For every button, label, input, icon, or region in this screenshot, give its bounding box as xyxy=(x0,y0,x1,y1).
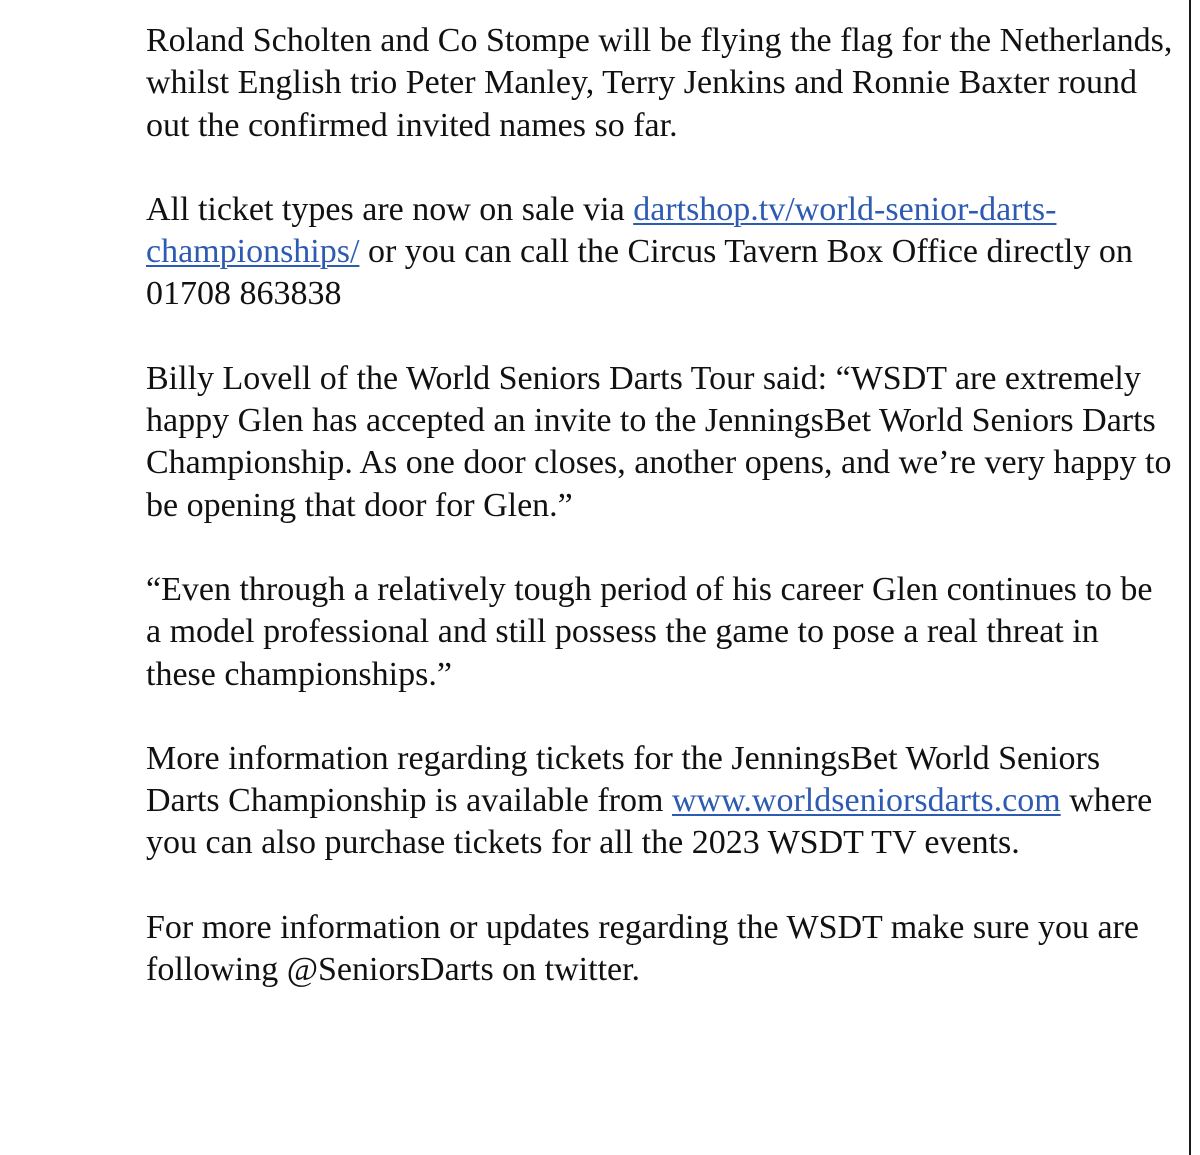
paragraph-text: where you can also purchase tickets for all the 2023 WSDT TV events. xyxy=(146,782,1153,862)
paragraph-text: Roland Scholten and Co Stompe will be flying the flag for the Netherlands, whilst English trio Peter Manley, Terry Jenkins and Ronnie Baxter round out the confirmed invited names so far. xyxy=(146,22,1173,144)
paragraph-quote-continued xyxy=(146,569,1176,696)
paragraph-tickets xyxy=(146,189,1176,316)
paragraph-invited-players xyxy=(146,20,1176,147)
paragraph-more-info xyxy=(146,738,1176,865)
paragraph-text: “Even through a relatively tough period of his career Glen continues to be a model professional and still possess the game to pose a real threat in these championships.” xyxy=(146,570,1153,693)
article-body xyxy=(146,20,1176,991)
worldseniorsdarts-link[interactable]: www.worldseniorsdarts.com xyxy=(671,782,1061,820)
paragraph-text: All ticket types are now on sale via xyxy=(146,190,634,228)
paragraph-text: For more information or updates regarding the WSDT make sure you are following @SeniorsDarts on twitter. xyxy=(146,908,1139,989)
paragraph-text: More information regarding tickets for the JenningsBet World Seniors Darts Championship is available from xyxy=(146,739,1101,820)
dartshop-link[interactable]: dartshop.tv/world-senior-darts-championships/ xyxy=(146,190,1057,271)
paragraph-text: or you can call the Circus Tavern Box Office directly on 01708 863838 xyxy=(146,233,1133,313)
paragraph-text: Billy Lovell of the World Seniors Darts Tour said: “WSDT are extremely happy Glen has accepted an invite to the JenningsBet World Seniors Darts Championship. As one door closes, another opens, and we’re very happy to be opening that door for Glen.” xyxy=(146,359,1172,524)
paragraph-quote-lovell xyxy=(146,358,1176,527)
paragraph-twitter xyxy=(146,907,1176,992)
